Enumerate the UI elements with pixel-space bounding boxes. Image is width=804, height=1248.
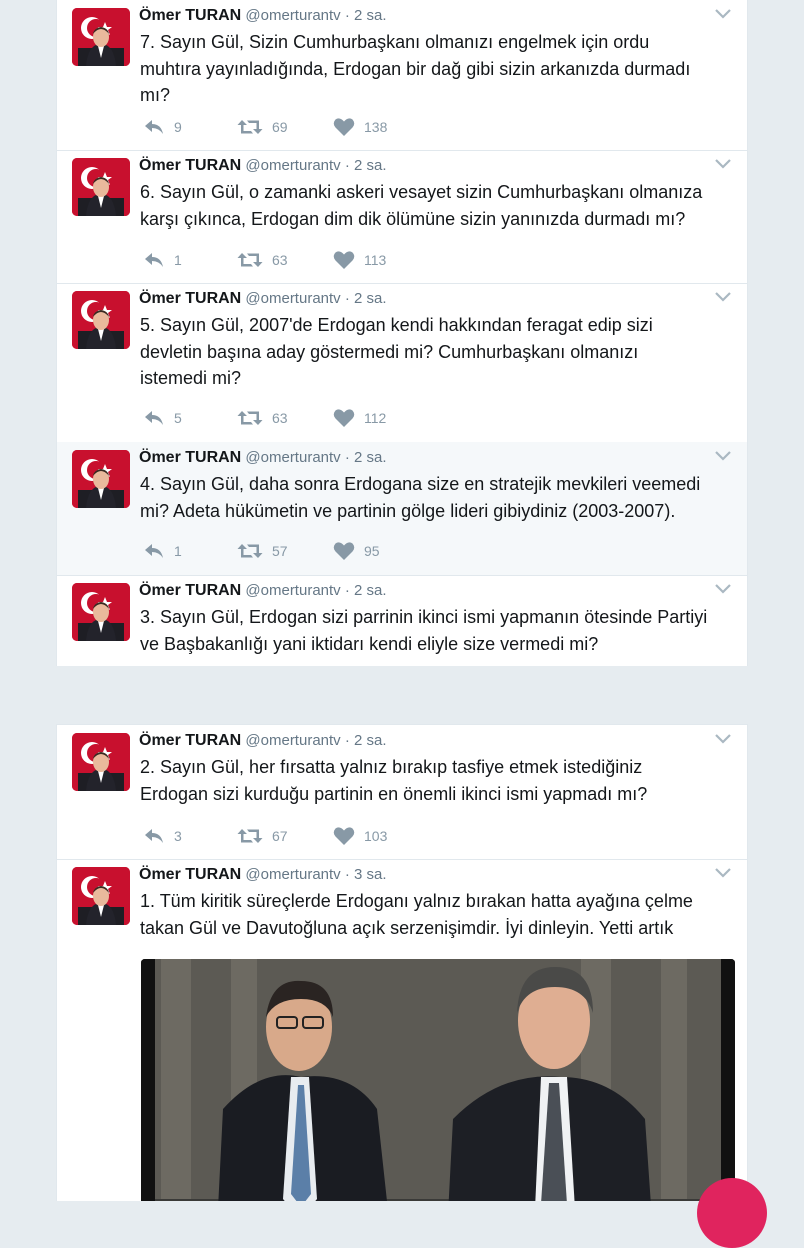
tweet-header <box>139 290 387 308</box>
reply-button[interactable] <box>143 251 237 269</box>
tweet-header <box>139 866 387 884</box>
tweet-actions <box>143 249 433 271</box>
timestamp[interactable]: 2 sa. <box>354 582 387 599</box>
retweet-count: 67 <box>272 828 288 844</box>
like-count: 95 <box>364 543 380 559</box>
separator-dot: · <box>344 866 350 883</box>
tweet-header <box>139 157 387 175</box>
tweet-text-line: karşı çıkınca, Erdogan dim dik ölümüne sizin yanınızda durmadı mı? <box>140 208 686 229</box>
tweet-text-line: 4. Sayın Gül, daha sonra Erdogana size en stratejik mevkileri veemedi <box>140 474 701 494</box>
user-handle[interactable]: @omerturantv <box>245 582 341 599</box>
tweet-1[interactable] <box>57 859 747 1201</box>
tweet-2[interactable] <box>57 725 747 860</box>
like-button[interactable] <box>333 826 433 846</box>
tweet-text-line: 7. Sayın Gül, Sizin Cumhurbaşkanı olmanızı engelmek için ordu <box>140 32 650 52</box>
reply-count: 1 <box>174 543 182 559</box>
retweet-count: 63 <box>272 252 288 268</box>
user-name[interactable]: Ömer TURAN <box>139 290 242 307</box>
user-handle[interactable]: @omerturantv <box>245 157 341 174</box>
heart-icon <box>333 408 355 428</box>
retweet-button[interactable] <box>237 542 333 560</box>
tweet-text-line: mi? Adeta hükümetin ve partinin gölge lideri gibiydiniz (2003-2007). <box>140 500 676 521</box>
separator-dot: · <box>344 582 350 599</box>
like-count: 112 <box>364 410 387 426</box>
like-count: 138 <box>364 119 388 135</box>
avatar[interactable] <box>72 8 130 66</box>
user-handle[interactable]: @omerturantv <box>245 449 341 466</box>
like-count: 113 <box>364 252 387 268</box>
reply-button[interactable] <box>143 827 237 845</box>
separator-dot: · <box>344 290 350 307</box>
chevron-down-icon[interactable] <box>713 865 733 881</box>
tweet-text <box>140 754 736 807</box>
timestamp[interactable]: 2 sa. <box>354 290 387 307</box>
tweet-text <box>140 604 736 657</box>
retweet-icon <box>237 251 263 269</box>
avatar[interactable] <box>72 867 130 925</box>
timestamp[interactable]: 2 sa. <box>354 449 387 466</box>
tweet-text-line: 3. Sayın Gül, Erdogan sizi parrinin ikinci ismi yapmanın ötesinde Partiyi <box>140 607 708 627</box>
user-name[interactable]: Ömer TURAN <box>139 582 242 599</box>
like-button[interactable] <box>333 541 433 561</box>
chevron-down-icon[interactable] <box>713 156 733 172</box>
tweet-text-line: devletin başına aday göstermedi mi? Cumhurbaşkanı olmanızı <box>140 341 639 362</box>
reply-count: 9 <box>174 119 182 135</box>
separator-dot: · <box>344 732 350 749</box>
like-button[interactable] <box>333 250 433 270</box>
tweet-header <box>139 732 387 750</box>
retweet-count: 57 <box>272 543 288 559</box>
chevron-down-icon[interactable] <box>713 581 733 597</box>
retweet-icon <box>237 118 263 136</box>
like-button[interactable] <box>333 117 433 137</box>
tweet-3[interactable] <box>57 575 747 666</box>
retweet-button[interactable] <box>237 251 333 269</box>
tweet-text-line: takan Gül ve Davutoğluna açık serzenişimdir. İyi dinleyin. Yetti artık <box>140 917 674 938</box>
tweet-header <box>139 449 387 467</box>
reply-icon <box>143 118 165 136</box>
reply-button[interactable] <box>143 542 237 560</box>
reply-button[interactable] <box>143 118 237 136</box>
user-name[interactable]: Ömer TURAN <box>139 7 242 24</box>
like-count: 103 <box>364 828 388 844</box>
tweet-actions <box>143 116 433 138</box>
avatar[interactable] <box>72 158 130 216</box>
chevron-down-icon[interactable] <box>713 289 733 305</box>
tweet-text-line: istemedi mi? <box>140 368 242 388</box>
chevron-down-icon[interactable] <box>713 448 733 464</box>
tweet-4[interactable] <box>57 442 747 576</box>
retweet-icon <box>237 409 263 427</box>
user-handle[interactable]: @omerturantv <box>245 866 341 883</box>
avatar[interactable] <box>72 733 130 791</box>
reply-icon <box>143 827 165 845</box>
user-name[interactable]: Ömer TURAN <box>139 732 242 749</box>
reply-count: 3 <box>174 828 182 844</box>
tweet-header <box>139 582 387 600</box>
tweet-text-line: 5. Sayın Gül, 2007'de Erdogan kendi hakkından feragat edip sizi <box>140 315 653 335</box>
timeline-panel-bottom <box>56 724 748 1201</box>
tweet-actions <box>143 825 433 847</box>
tweet-6[interactable] <box>57 150 747 284</box>
avatar[interactable] <box>72 450 130 508</box>
tweet-photo[interactable] <box>141 959 735 1201</box>
retweet-button[interactable] <box>237 118 333 136</box>
tweet-7[interactable] <box>57 0 747 151</box>
tweet-text-line: 1. Tüm kiritik süreçlerde Erdoganı yalnız bırakan hatta ayağına çelme <box>140 891 693 911</box>
tweet-text-line: muhtıra yayınladığında, Erdogan bir dağ gibi sizin arkanızda durmadı <box>140 58 691 79</box>
reply-icon <box>143 251 165 269</box>
retweet-button[interactable] <box>237 827 333 845</box>
chevron-down-icon[interactable] <box>713 6 733 22</box>
retweet-count: 69 <box>272 119 288 135</box>
reply-count: 1 <box>174 252 182 268</box>
separator-dot: · <box>344 157 350 174</box>
tweet-header <box>139 7 387 25</box>
tweet-text <box>140 471 736 524</box>
separator-dot: · <box>344 449 350 466</box>
like-button[interactable] <box>333 408 433 428</box>
heart-icon <box>333 250 355 270</box>
tweet-text <box>140 29 736 109</box>
tweet-text <box>140 179 736 232</box>
heart-icon <box>333 826 355 846</box>
timestamp[interactable]: 2 sa. <box>354 7 387 24</box>
reply-count: 5 <box>174 410 182 426</box>
user-handle[interactable]: @omerturantv <box>245 732 341 749</box>
tweet-text-line: 2. Sayın Gül, her fırsatta yalnız bırakıp tasfiye etmek istediğiniz <box>140 757 643 777</box>
tweet-text-line: 6. Sayın Gül, o zamanki askeri vesayet sizin Cumhurbaşkanı olmanıza <box>140 182 703 202</box>
timestamp[interactable]: 2 sa. <box>354 157 387 174</box>
avatar[interactable] <box>72 583 130 641</box>
heart-icon <box>333 541 355 561</box>
tweet-text <box>140 312 736 392</box>
timestamp[interactable]: 2 sa. <box>354 732 387 749</box>
chevron-down-icon[interactable] <box>713 731 733 747</box>
reply-icon <box>143 542 165 560</box>
tweet-actions <box>143 407 433 429</box>
user-handle[interactable]: @omerturantv <box>245 7 341 24</box>
floating-action-button[interactable] <box>697 1178 767 1248</box>
retweet-icon <box>237 542 263 560</box>
timeline-panel-top <box>56 0 748 666</box>
tweet-text <box>140 888 736 941</box>
tweet-actions <box>143 540 433 562</box>
tweet-text-line: ve Başbakanlığı yani iktidarı kendi eliyle size vermedi mi? <box>140 633 599 654</box>
avatar[interactable] <box>72 291 130 349</box>
reply-icon <box>143 409 165 427</box>
separator-dot: · <box>344 7 350 24</box>
reply-button[interactable] <box>143 409 237 427</box>
tweet-text-line: mı? <box>140 85 171 105</box>
retweet-icon <box>237 827 263 845</box>
tweet-text-line: Erdogan sizi kurduğu partinin en önemli ikinci ismi yapmadı mı? <box>140 783 648 804</box>
retweet-button[interactable] <box>237 409 333 427</box>
heart-icon <box>333 117 355 137</box>
retweet-count: 63 <box>272 410 288 426</box>
tweet-5[interactable] <box>57 283 747 443</box>
user-name[interactable]: Ömer TURAN <box>139 866 242 883</box>
timestamp[interactable]: 3 sa. <box>354 866 387 883</box>
user-handle[interactable]: @omerturantv <box>245 290 341 307</box>
user-name[interactable]: Ömer TURAN <box>139 157 242 174</box>
user-name[interactable]: Ömer TURAN <box>139 449 242 466</box>
photo-two-men-in-suits <box>141 959 735 1201</box>
